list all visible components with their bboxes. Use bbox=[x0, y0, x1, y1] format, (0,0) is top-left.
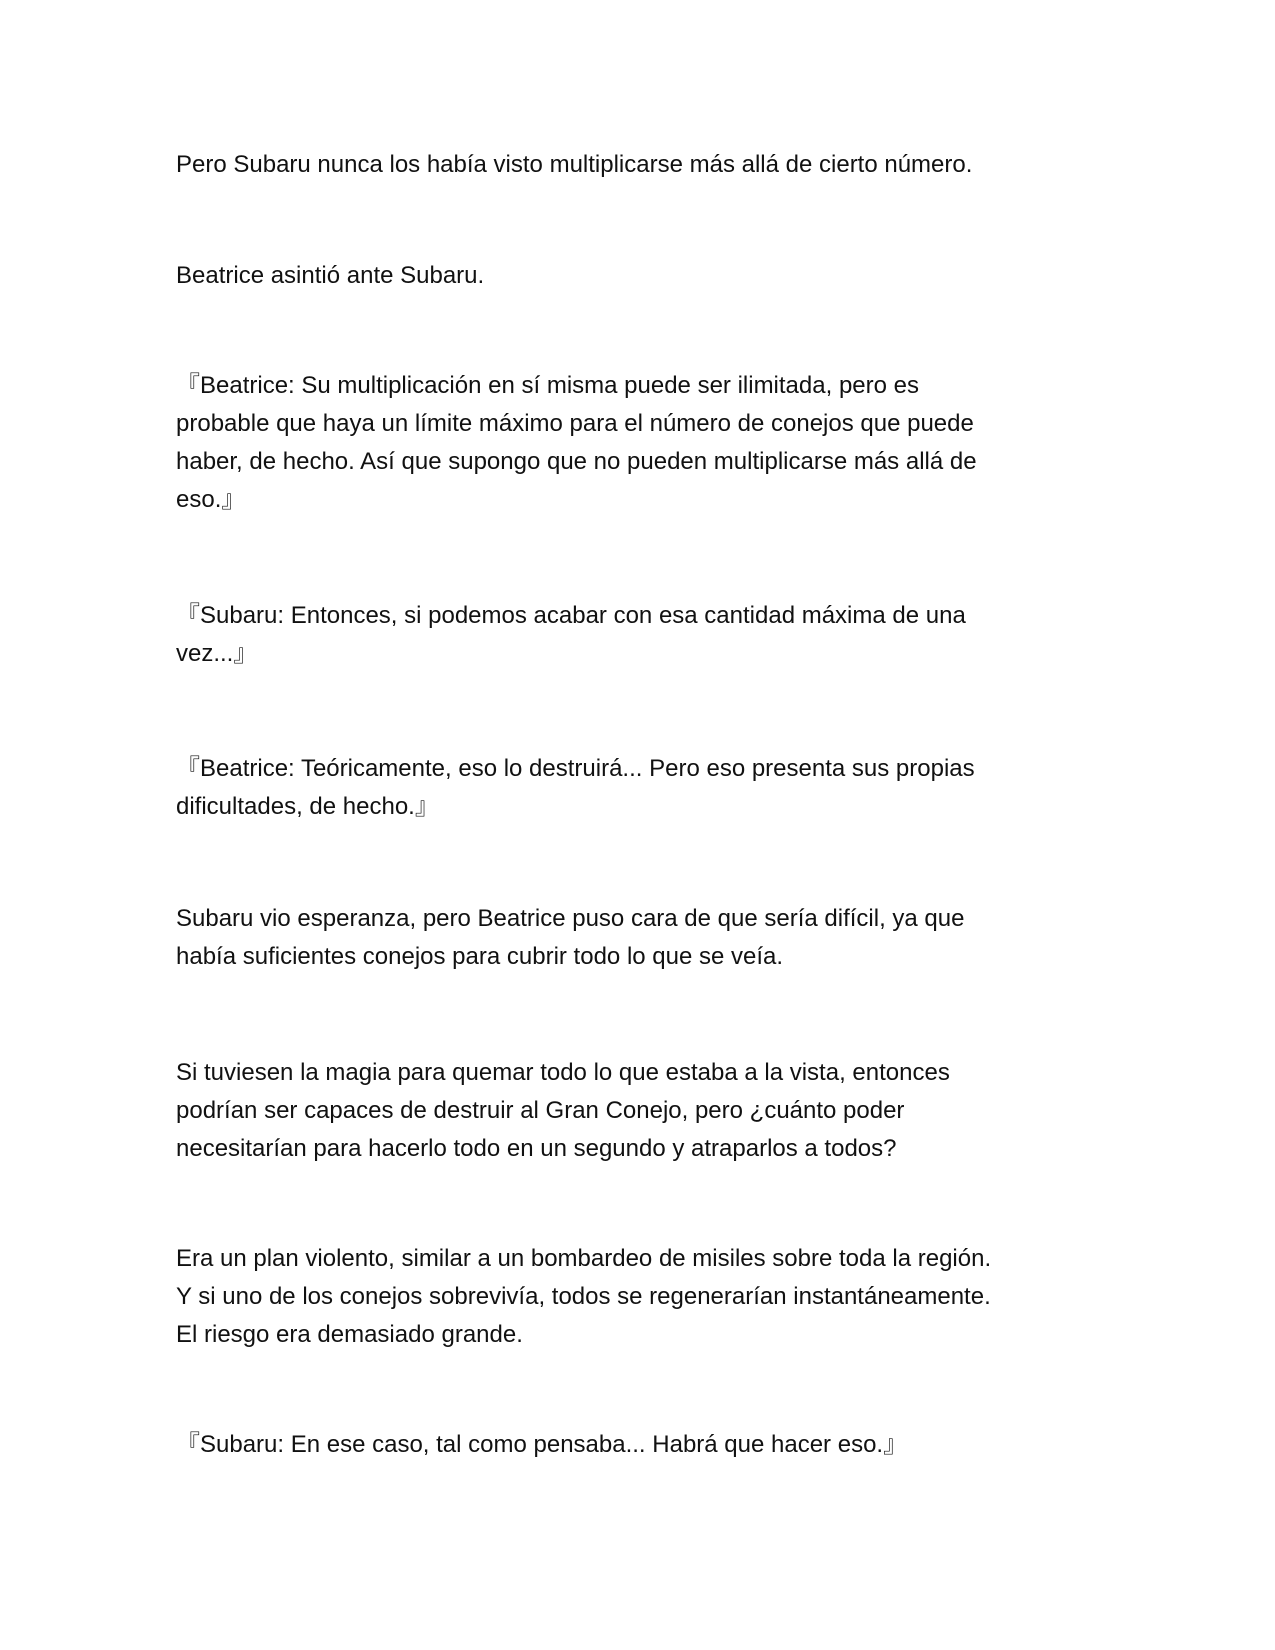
paragraph-line: Subaru vio esperanza, pero Beatrice puso cara de que sería difícil, ya que bbox=[176, 905, 965, 932]
paragraph-line: Si tuviesen la magia para quemar todo lo que estaba a la vista, entonces bbox=[176, 1059, 950, 1086]
paragraph-line: El riesgo era demasiado grande. bbox=[176, 1321, 523, 1348]
paragraph-line: Pero Subaru nunca los había visto multiplicarse más allá de cierto número. bbox=[176, 151, 973, 178]
paragraph-line: probable que haya un límite máximo para el número de conejos que puede bbox=[176, 410, 974, 437]
paragraph-line: haber, de hecho. Así que supongo que no pueden multiplicarse más allá de bbox=[176, 448, 977, 475]
paragraph-line: había suficientes conejos para cubrir todo lo que se veía. bbox=[176, 943, 784, 970]
paragraph-line: 『Beatrice: Teóricamente, eso lo destruirá... Pero eso presenta sus propias bbox=[176, 755, 975, 782]
paragraph-line: eso.』 bbox=[176, 486, 246, 513]
paragraph-line: Era un plan violento, similar a un bombardeo de misiles sobre toda la región. bbox=[176, 1245, 992, 1272]
paragraph-line: vez...』 bbox=[176, 640, 258, 667]
paragraph-line: podrían ser capaces de destruir al Gran Conejo, pero ¿cuánto poder bbox=[176, 1097, 905, 1124]
paragraph-line: necesitarían para hacerlo todo en un segundo y atraparlos a todos? bbox=[176, 1135, 897, 1162]
paragraph-line: Beatrice asintió ante Subaru. bbox=[176, 262, 485, 289]
dialogue-beatrice-2 bbox=[176, 750, 1096, 826]
paragraph-6 bbox=[176, 900, 1096, 976]
paragraph-1 bbox=[176, 146, 1096, 184]
paragraph-line: 『Subaru: Entonces, si podemos acabar con esa cantidad máxima de una bbox=[176, 602, 966, 629]
paragraph-line: dificultades, de hecho.』 bbox=[176, 793, 439, 820]
paragraph-8 bbox=[176, 1240, 1096, 1354]
paragraph-line: 『Beatrice: Su multiplicación en sí misma puede ser ilimitada, pero es bbox=[176, 372, 919, 399]
paragraph-7 bbox=[176, 1054, 1096, 1168]
dialogue-subaru-2 bbox=[176, 1426, 1096, 1464]
dialogue-beatrice-1 bbox=[176, 367, 1096, 519]
paragraph-line: Y si uno de los conejos sobrevivía, todos se regenerarían instantáneamente. bbox=[176, 1283, 991, 1310]
paragraph-2 bbox=[176, 257, 1096, 295]
dialogue-subaru-1 bbox=[176, 597, 1096, 673]
paragraph-line: 『Subaru: En ese caso, tal como pensaba... Habrá que hacer eso.』 bbox=[176, 1431, 908, 1458]
